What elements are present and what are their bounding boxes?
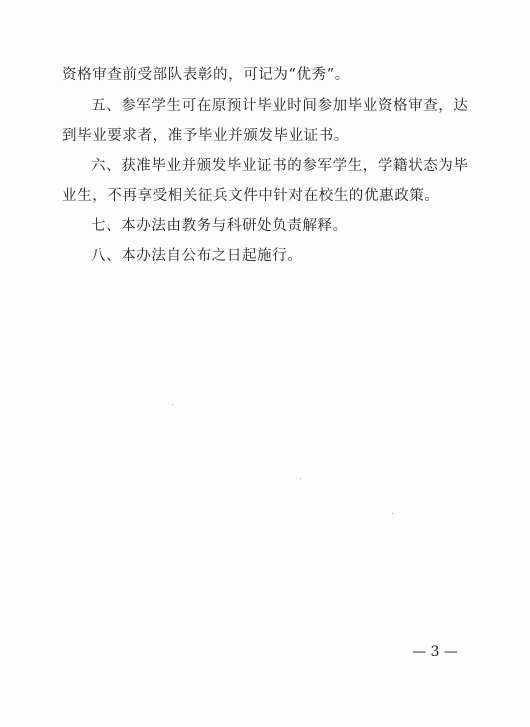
paragraph-article-7: 七、本办法由教务与科研处负责解释。 — [91, 218, 348, 234]
paragraph-article-6: 六、获准毕业并颁发毕业证书的参军学生，学籍状态为毕业生，不再享受相关征兵文件中针对在校生的优惠政策。 — [62, 158, 469, 204]
paragraph-article-8: 八、本办法自公布之日起施行。 — [91, 248, 303, 264]
paragraph-article-5: 五、参军学生可在原预计毕业时间参加毕业资格审查，达到毕业要求者，准予毕业并颁发毕业证书。 — [62, 98, 469, 144]
paragraph-continuation: 资格审查前受部队表彰的，可记为“优秀”。 — [62, 67, 350, 83]
scan-speck — [392, 513, 393, 514]
page-number: — 3 — — [412, 644, 458, 660]
scan-speck — [300, 478, 301, 479]
scan-speck — [172, 404, 173, 405]
